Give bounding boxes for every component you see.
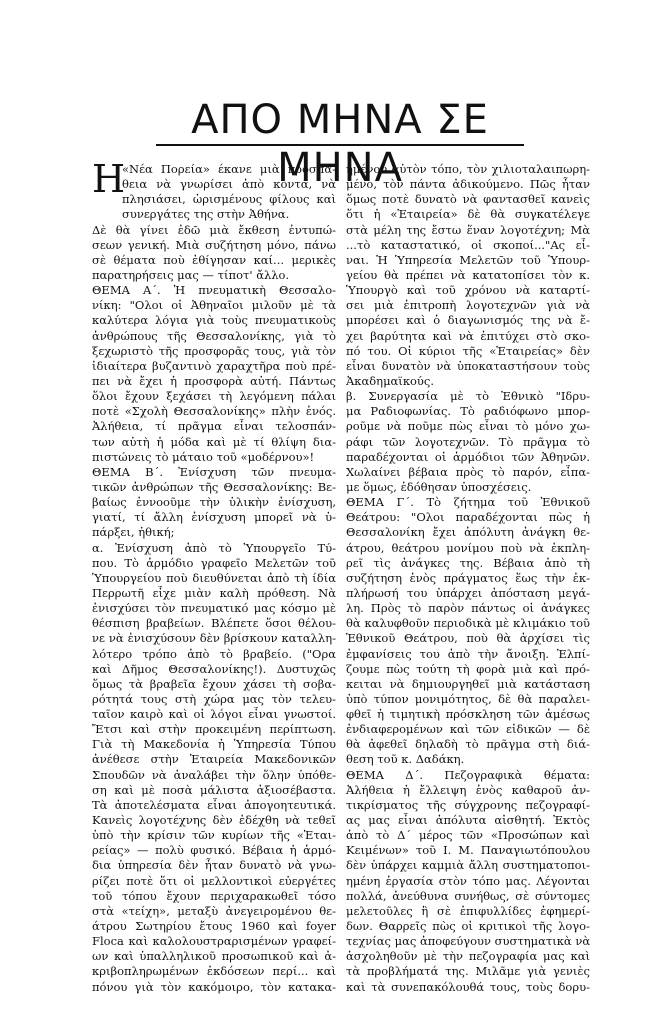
text-line: «Νέα Πορεία» έκανε μιὰ προσπά- (122, 162, 336, 176)
text-line: σεων γενική. Μιὰ συζήτηση μόνο, πάνω (92, 237, 336, 252)
text-line: Γιὰ τὴ Μακεδονία ἡ Ὑπηρεσία Τύπου (92, 737, 336, 752)
text-line: ΘΕΜΑ Δ΄. Πεζογραφικὰ θέματα: (346, 767, 590, 782)
text-line: ροῦμε νὰ ποῦμε πὼς εἶναι τὸ μόνο χω- (346, 419, 590, 434)
text-line: ἀνέθεσε στὴν Ἑταιρεία Μακεδονικῶν (92, 752, 336, 767)
text-line: συνεργάτες της στὴν Ἀθήνα. (122, 207, 290, 222)
text-line: Ὑπουργὸ καὶ τοῦ χρόνου νὰ καταρτί- (346, 283, 590, 298)
text-line: νε νὰ ἐνισχύσουν δὲν βρίσκουν καταλλη- (92, 631, 336, 646)
text-line: ὑπὸ τύπον μονιμότητος, δὲ θὰ παραλει- (346, 691, 590, 706)
text-line: γιατί, τί ἄλλη ἐνίσχυση μπορεῖ νὰ ὑ- (92, 510, 336, 525)
text-line: γείου θὰ πρέπει νὰ κατατοπίσει τὸν κ. (346, 267, 590, 282)
text-line: μπορέσει καὶ ὁ διαγωνισμός της νὰ ἔ- (346, 313, 590, 328)
text-line: πλήρωσή του ὑπάρχει ἀπόσταση μεγά- (346, 585, 590, 600)
text-line: μα Ραδιοφωνίας. Τὸ ραδιόφωνο μπορ- (346, 404, 590, 419)
text-line: ὑπὸ τὴν κρίσιν τῶν κυρίων τῆς «Ἑται- (92, 828, 336, 843)
text-line: τεχνίας μας ἀποφεύγουν συστηματικὰ νὰ (346, 934, 590, 949)
text-line: κριβοπληρωμένων ἐκδόσεων περί... καὶ (92, 964, 336, 979)
text-line: Θεάτρου: "Ολοι παραδέχονται πὼς ἡ (346, 510, 590, 525)
text-line: Περρωτῆ εἶχε μιὰν καλὴ πρόθεση. Νὰ (92, 585, 336, 600)
text-line: πόνου γιὰ τὸν κακόμοιρο, τὸν κατακα- (92, 979, 336, 994)
text-line: που. Τὸ ἁρμόδιο γραφεῖο Μελετῶν τοῦ (92, 555, 336, 570)
text-line: άτρου Σωτηρίου ἔτους 1960 καὶ foyer (92, 919, 336, 934)
text-line: ας μας εἶναι ἀπόλυτα αἰσθητή. Ἐκτὸς (346, 813, 590, 828)
title-underline (156, 144, 524, 146)
text-line: με ὅμως, ἐδόθησαν ὑποσχέσεις. (346, 479, 532, 494)
text-line: σει μιὰ ἐπιτροπὴ λογοτεχνῶν γιὰ νὰ (346, 298, 590, 313)
text-line: β. Συνεργασία μὲ τὸ Ἐθνικὸ "Ιδρυ- (346, 389, 590, 404)
text-line: ΘΕΜΑ Β΄. Ἐνίσχυση τῶν πνευμα- (92, 464, 336, 479)
text-line: λότερο τρόπο ἀπὸ τὸ βραβείο. ("Ορα (92, 646, 336, 661)
text-line: ρίζει ποτὲ ὅτι οἱ μελλοντικοὶ εὐεργέτες (92, 873, 336, 888)
text-line: ἐνισχύσει τὸν πνευματικό μας κόσμο μὲ (92, 601, 336, 616)
text-line: ναι. Ἡ Ὑπηρεσία Μελετῶν τοῦ Ὑπουρ- (346, 252, 590, 267)
text-line: ράφι τῶν λογοτεχνῶν. Τὸ πρᾶγμα τὸ (346, 434, 590, 449)
text-line: Ἀκαδημαϊκούς. (346, 373, 435, 388)
text-line: παρατηρήσεις μας — τίποτ' ἄλλο. (92, 267, 290, 282)
text-line: ρεῖ τὶς ἀνάγκες της. Βέβαια ἀπὸ τὴ (346, 555, 590, 570)
text-line: ἐμφανίσεις του ἀπὸ τὴν ἄνοιξη. Ἐλπί- (346, 646, 590, 661)
text-line: Ὑπουργείου ποὺ διευθύνεται ἀπὸ τὴ ίδία (92, 570, 336, 585)
text-line: δων. Θαρρεῖς πὼς οἱ κριτικοὶ τῆς λογο- (346, 919, 590, 934)
text-line: ...τὸ καταστατικό, οἱ σκοποί..."Ας εἶ- (346, 237, 590, 252)
text-line: ων καὶ ὑπαλληλικοῦ προσωπικοῦ καὶ ἀ- (92, 949, 336, 964)
text-line: ἀνθρώπους τῆς Θεσσαλονίκης, γιὰ τὸ (92, 328, 336, 343)
text-line: φθεῖ ἡ τιμητικὴ πρόσκληση τῶν ἀμέσως (346, 707, 590, 722)
left-column (92, 157, 336, 995)
text-line: Ἐθνικοῦ Θεάτρου, ποὺ θὰ ἀρχίσει τὶς (346, 631, 590, 646)
text-line: ταῖον καιρὸ καὶ οἱ λόγοι εἶναι γνωστοί. (92, 707, 336, 722)
text-line: Κειμένων» τοῦ Ι. Μ. Παναγιωτόπουλου (346, 843, 590, 858)
text-line: βαίως ἐννοοῦμε τὴν ὑλικὴν ἐνίσχυση, (92, 495, 336, 510)
text-line: θὰ ἀφεθεῖ δηλαδὴ τὸ πρᾶγμα στὴ διά- (346, 737, 590, 752)
text-line: ζουμε πὼς τούτη τὴ φορὰ μιὰ καὶ πρό- (346, 661, 590, 676)
text-line: Κανεὶς λογοτέχνης δὲν ἐδέχθη νὰ τεθεῖ (92, 813, 336, 828)
text-line: Τὰ ἀποτελέσματα εἶναι ἀπογοητευτικά. (92, 797, 336, 812)
text-line: πολλά, ἀνεύθυνα συνήθως, σὲ σύντομες (346, 888, 590, 903)
text-line: πλησιάσει, ὡρισμένους φίλους καὶ (122, 192, 336, 207)
text-line: ὅλοι ἔχουν ξεχάσει τὴ λεγόμενη πάλαι (92, 389, 336, 404)
text-line: νίκη: "Ολοι οἱ Ἀθηναῖοι μιλοῦν μὲ τὰ (92, 298, 336, 313)
text-line: θὰ καλυφθοῦν περιοδικὰ μὲ κλιμάκιο τοῦ (346, 616, 590, 631)
text-line: ση καὶ μὲ ποσὰ μάλιστα ἀξιοσέβαστα. (92, 782, 336, 797)
text-line: καὶ Δῆμος Θεσσαλονίκης!). Δυστυχῶς (92, 661, 336, 676)
text-line: πιστώνεις τὸ μάταιο τοῦ «μοδέρνου»! (92, 449, 315, 464)
text-line: ημένη ἐργασία στὸν τόπο μας. Λέγονται (346, 873, 590, 888)
article-title: ΑΠΟ ΜΗΝΑ ΣΕ ΜΗΝΑ (191, 97, 489, 191)
text-line: των αὐτὴ ἡ μόδα καὶ μὲ τί θλίψη δια- (92, 434, 336, 449)
text-line: πάρξει, ἠθική; (92, 525, 175, 540)
text-line: ὅτι ἡ «Ἑταιρεία» δὲ θὰ συγκατέλεγε (346, 207, 590, 222)
text-line: ὅμως τὰ βραβεῖα ἔχουν χάσει τὴ σοβα- (92, 676, 336, 691)
text-line: ἀσχοληθοῦν μὲ τὴν πεζογραφία μας καὶ (346, 949, 590, 964)
text-line: σὲ θέματα ποὺ ἐθίγησαν καί... μερικὲς (92, 252, 336, 267)
text-line: στὰ μέλη της ἔστω ἕναν λογοτέχνη; Μὰ (346, 222, 590, 237)
text-line: ἰδιαίτερα βυζαντινὸ χαραχτῆρα ποὺ πρέ- (92, 358, 336, 373)
text-line: πει νὰ ἔχει ἡ προσφορὰ αὐτή. Πάντως (92, 373, 336, 388)
text-line: ξεχωριστὸ τῆς προσφορᾶς τους, γιὰ τὸν (92, 343, 336, 358)
text-line: τὰ προβλήματά της. Μιλᾶμε γιὰ γενιὲς (346, 964, 590, 979)
text-line: Δὲ θὰ γίνει ἐδῶ μιὰ ἔκθεση ἐντυπώ- (92, 222, 336, 237)
text-line: ΘΕΜΑ Α΄. Ἡ πνευματικὴ Θεσσαλο- (92, 283, 336, 298)
text-line: παραδέχονται οἱ ἁρμόδιοι τῶν Ἀθηνῶν. (346, 449, 590, 464)
text-line: λη. Πρὸς τὸ παρὸν πάντως οἱ ἀνάγκες (346, 601, 590, 616)
text-line: ΘΕΜΑ Γ΄. Τὸ ζήτημα τοῦ Ἐθνικοῦ (346, 495, 590, 510)
text-line: εἶναι δυνατὸν νὰ ὑποκαταστήσουν τοὺς (346, 358, 590, 373)
drop-cap: Η (92, 157, 126, 201)
text-line: θεση τοῦ κ. Δαδάκη. (346, 752, 465, 767)
text-line: χει βαρύτητα καὶ νὰ ἐπιτύχει στὸ σκο- (346, 328, 590, 343)
right-column (346, 162, 590, 995)
text-line: συζήτηση ἑνὸς πράγματος ἕως τὴν ἐκ- (346, 570, 590, 585)
text-line: τοῦ τόπου ἔχουν περιχαρακωθεῖ τόσο (92, 888, 336, 903)
text-line: δια ὑπηρεσία δὲν ἦταν δυνατὸ νὰ γνω- (92, 858, 336, 873)
text-line: πό του. Οἱ κύριοι τῆς «Ἑταιρείας» δὲν (346, 343, 590, 358)
text-line: τικῶν ἀνθρώπων τῆς Θεσσαλονίκης: Βε- (92, 479, 336, 494)
text-line: μένο, τὸν πάντα ἀδικούμενο. Πῶς ἦταν (346, 177, 590, 192)
text-line: Ἔτσι καὶ στὴν προκειμένη περίπτωση. (92, 722, 336, 737)
text-line: καὶ τὰ συνεπακόλουθά τους, τοὺς δορυ- (346, 979, 590, 994)
text-line: άτρου, θεάτρου μονίμου ποὺ νὰ ἐκπλη- (346, 540, 590, 555)
text-line: Χωλαίνει βέβαια πρὸς τὸ παρόν, εἶπα- (346, 464, 590, 479)
text-line: θέσπιση βραβείων. Βλέπετε ὅσοι θέλου- (92, 616, 336, 631)
text-line: ἀπὸ τὸ Δ΄ μέρος τῶν «Προσώπων καὶ (346, 828, 590, 843)
text-line: ὅμως ποτὲ δυνατὸ νὰ φαντασθεῖ κανεὶς (346, 192, 590, 207)
text-line: ἐνδιαφερομένων καὶ τῶν εἰδικῶν — δὲ (346, 722, 590, 737)
text-line: καλύτερα λόγια γιὰ τοὺς πνευματικοὺς (92, 313, 336, 328)
text-line: α. Ἐνίσχυση ἀπὸ τὸ Ὑπουργεῖο Τύ- (92, 540, 336, 555)
text-line: Σπουδῶν νὰ ἀναλάβει τὴν ὅλην ὑπόθε- (92, 767, 336, 782)
text-line: κειται νὰ δημιουργηθεῖ μιὰ κατάσταση (346, 676, 590, 691)
text-line: Θεσσαλονίκη ἔχει ἀπόλυτη ἀνάγκη θε- (346, 525, 590, 540)
text-line: μελετοῦλες ἢ σὲ ἐπιφυλλίδες ἐφημερί- (346, 903, 590, 918)
text-line: Ἀλήθεια, τί πρᾶγμα εἶναι τελοσπάν- (92, 419, 336, 434)
text-line: ημένον αὐτὸν τόπο, τὸν χιλιοταλαιπωρη- (346, 162, 590, 176)
text-line: ρείας» — πολὺ φυσικό. Βέβαια ἡ ἁρμό- (92, 843, 336, 858)
text-line: τικρίσματος τῆς σύγχρονης πεζογραφί- (346, 797, 590, 812)
text-line: ποτὲ «Σχολὴ Θεσσαλονίκης» πλὴν ἑνός. (92, 404, 336, 419)
text-line: Floca καὶ καλολουστραρισμένων γραφεί- (92, 934, 336, 949)
text-line: δὲν ὑπάρχει καμμιὰ ἄλλη συστηματοποι- (346, 858, 590, 873)
text-line: θεια νὰ γνωρίσει ἀπὸ κοντά, νὰ (122, 177, 336, 192)
text-line: ρότητά τους στὴ χώρα μας τὸν τελευ- (92, 691, 336, 706)
text-line: στὰ «τείχη», μεταξὺ ἀνεγειρομένου θε- (92, 903, 336, 918)
text-line: Ἀλήθεια ἡ ἔλλειψη ἑνὸς καθαροῦ ἀν- (346, 782, 590, 797)
